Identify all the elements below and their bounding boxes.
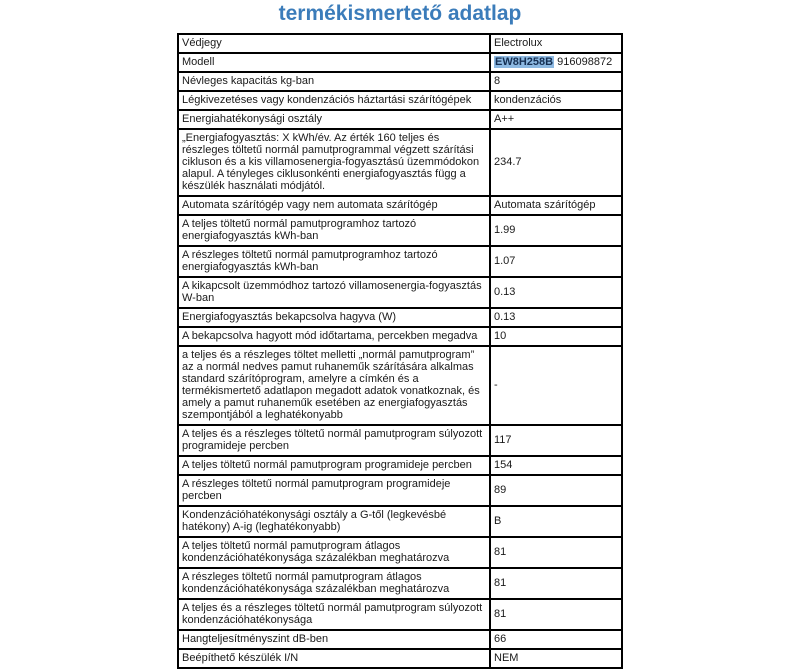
spec-value: 89 (490, 475, 622, 506)
spec-label: A részleges töltetű normál pamutprogram programideje percben (178, 475, 490, 506)
spec-value: A++ (490, 110, 622, 129)
table-row (178, 425, 622, 456)
spec-value: 234.7 (490, 129, 622, 196)
spec-label: Védjegy (178, 34, 490, 53)
table-row (178, 506, 622, 537)
spec-value: EW8H258B 916098872 (490, 53, 622, 72)
table-row (178, 308, 622, 327)
table-row (178, 246, 622, 277)
spec-value: 81 (490, 537, 622, 568)
spec-label: A teljes és a részleges töltetű normál pamutprogram súlyozott programideje percben (178, 425, 490, 456)
table-row (178, 72, 622, 91)
spec-value: 0.13 (490, 308, 622, 327)
table-row (178, 630, 622, 649)
spec-label: Energiafogyasztás bekapcsolva hagyva (W) (178, 308, 490, 327)
spec-table-body (178, 34, 622, 668)
spec-value: 10 (490, 327, 622, 346)
spec-label: Hangteljesítményszint dB-ben (178, 630, 490, 649)
spec-value: - (490, 346, 622, 425)
spec-label: A teljes töltetű normál pamutprogramhoz tartozó energiafogyasztás kWh-ban (178, 215, 490, 246)
table-row (178, 475, 622, 506)
model-number-highlight: EW8H258B (495, 56, 554, 68)
spec-value: 81 (490, 599, 622, 630)
table-row (178, 537, 622, 568)
spec-value: 154 (490, 456, 622, 475)
spec-value: 81 (490, 568, 622, 599)
table-row (178, 53, 622, 72)
table-row (178, 91, 622, 110)
table-row (178, 568, 622, 599)
table-row (178, 277, 622, 308)
table-row (178, 327, 622, 346)
product-spec-table (177, 33, 623, 669)
spec-label: a teljes és a részleges töltet melletti „normál pamutprogram” az a normál nedves pamut ruhaneműk szárítására alkalmas standard szárítóprogram, amelyre a címkén és a termékismertető adatlapon megadott adatok vonatkoznak, és amely a pamut ruhaneműk esetében az energiafogyasztás szempontjából a leghatékonyabb (178, 346, 490, 425)
spec-label: Energiahatékonysági osztály (178, 110, 490, 129)
spec-label: Névleges kapacitás kg-ban (178, 72, 490, 91)
spec-value: Automata szárítógép (490, 196, 622, 215)
spec-value: Electrolux (490, 34, 622, 53)
spec-label: Modell (178, 53, 490, 72)
table-row (178, 649, 622, 668)
spec-label: A teljes töltetű normál pamutprogram programideje percben (178, 456, 490, 475)
spec-value: 117 (490, 425, 622, 456)
spec-label: „Energiafogyasztás: X kWh/év. Az érték 160 teljes és részleges töltetű normál pamutprogrammal végzett szárítási cikluson és a kis villamosenergia-fogyasztású üzemmódokon alapul. A tényleges ciklusonkénti energiafogyasztás függ a készülék használati módjától. (178, 129, 490, 196)
page-title: termékismertető adatlap (278, 2, 522, 25)
spec-value: 0.13 (490, 277, 622, 308)
spec-label: Automata szárítógép vagy nem automata szárítógép (178, 196, 490, 215)
spec-value: NEM (490, 649, 622, 668)
spec-value: 8 (490, 72, 622, 91)
spec-value: B (490, 506, 622, 537)
table-row (178, 346, 622, 425)
spec-label: A bekapcsolva hagyott mód időtartama, percekben megadva (178, 327, 490, 346)
table-row (178, 599, 622, 630)
table-row (178, 215, 622, 246)
spec-label: A részleges töltetű normál pamutprogram átlagos kondenzációhatékonysága százalékban meghatározva (178, 568, 490, 599)
spec-value: 1.99 (490, 215, 622, 246)
table-row (178, 129, 622, 196)
spec-value: 1.07 (490, 246, 622, 277)
spec-label: A részleges töltetű normál pamutprogramhoz tartozó energiafogyasztás kWh-ban (178, 246, 490, 277)
spec-label: Beépíthető készülék I/N (178, 649, 490, 668)
spec-label: A kikapcsolt üzemmódhoz tartozó villamosenergia-fogyasztás W-ban (178, 277, 490, 308)
spec-value: kondenzációs (490, 91, 622, 110)
table-row (178, 196, 622, 215)
spec-value: 66 (490, 630, 622, 649)
table-row (178, 34, 622, 53)
spec-label: A teljes és a részleges töltetű normál pamutprogram súlyozott kondenzációhatékonysága (178, 599, 490, 630)
table-row (178, 110, 622, 129)
spec-label: Légkivezetéses vagy kondenzációs háztartási szárítógépek (178, 91, 490, 110)
spec-label: Kondenzációhatékonysági osztály a G-től (legkevésbé hatékony) A-ig (leghatékonyabb) (178, 506, 490, 537)
table-row (178, 456, 622, 475)
spec-label: A teljes töltetű normál pamutprogram átlagos kondenzációhatékonysága százalékban meghatározva (178, 537, 490, 568)
